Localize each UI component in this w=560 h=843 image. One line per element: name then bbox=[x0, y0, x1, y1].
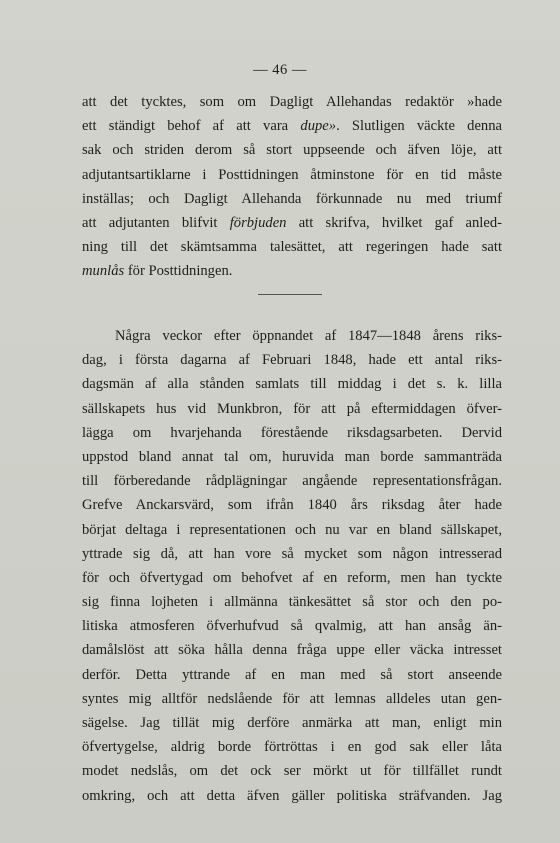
text-line: litiska atmosferen öfverhufvud så qvalmig, att han ansåg än- bbox=[82, 618, 502, 635]
text-line: derför. Detta yttrande af en man med så stort anseende bbox=[82, 666, 502, 683]
text-line: sällskapets hus vid Munkbron, för att på eftermiddagen öfver- bbox=[82, 400, 502, 417]
italic-text: förbjuden bbox=[229, 214, 287, 231]
text-run: att skrifva, hvilket gaf anled- bbox=[286, 214, 502, 231]
text-line bbox=[82, 259, 502, 283]
text-line: att det tycktes, som om Dagligt Allehandas redaktör »hade bbox=[82, 94, 502, 110]
section-divider bbox=[258, 294, 322, 295]
text-run: . Slutligen väckte denna bbox=[336, 118, 502, 135]
page-number: — 46 — bbox=[253, 62, 307, 78]
text-line: inställas; och Dagligt Allehanda förkunnade nu med triumf bbox=[82, 190, 502, 207]
text-run: att adjutanten blifvit bbox=[82, 214, 230, 231]
text-run: ett ständigt behof af att vara bbox=[82, 118, 301, 135]
text-line: börjat deltaga i representationen och nu var en bland sällskapet, bbox=[82, 521, 502, 538]
text-line: öfvertygelse, aldrig borde förtröttas i en god sak eller låta bbox=[82, 739, 502, 756]
text-line: ning till det skämtsamma talesättet, att regeringen hade satt bbox=[82, 239, 502, 256]
text-line: uppstod bland annat tal om, huruvida man borde sammanträda bbox=[82, 448, 502, 465]
paragraph-1 bbox=[82, 90, 502, 284]
text-line: sig finna lojheten i allmänna tänkesättet så stor och den po- bbox=[82, 594, 502, 611]
text-line bbox=[82, 114, 502, 138]
text-line: damålslöst att söka hålla denna fråga uppe eller väcka intresset bbox=[82, 642, 502, 659]
text-line: yttrade sig då, att han vore så mycket som någon intresserad bbox=[82, 545, 502, 562]
text-line: till förberedande rådplägningar angående representationsfrågan. bbox=[82, 473, 502, 490]
text-line: för och öfvertygad om behofvet af en reform, men han tyckte bbox=[82, 569, 502, 586]
text-line: dagsmän af alla stånden samlats till middag i det s. k. lilla bbox=[82, 376, 502, 393]
paragraph-2 bbox=[82, 324, 502, 808]
text-line: adjutantsartiklarne i Posttidningen åtminstone för en tid måste bbox=[82, 166, 502, 183]
text-line bbox=[82, 211, 502, 235]
text-line: dag, i första dagarna af Februari 1848, hade ett antal riks- bbox=[82, 352, 502, 369]
text-line: omkring, och att detta äfven gäller politiska sträfvanden. Jag bbox=[82, 787, 502, 804]
text-line: Några veckor efter öppnandet af 1847—1848 årens riks- bbox=[115, 328, 502, 344]
text-line: sägelse. Jag tillät mig derföre anmärka att man, enligt min bbox=[82, 715, 502, 731]
text-line: lägga om hvarjehanda förestående riksdagsarbeten. Dervid bbox=[82, 424, 502, 441]
text-line: sak och striden derom så stort uppseende och äfven löje, att bbox=[82, 142, 502, 159]
italic-text: munlås bbox=[82, 263, 125, 280]
text-line: syntes mig alltför nedslående för att lemnas alldeles utan gen- bbox=[82, 690, 502, 707]
italic-text: dupe» bbox=[300, 118, 337, 135]
text-line: Grefve Anckarsvärd, som ifrån 1840 års riksdag åter hade bbox=[82, 497, 502, 514]
text-run: för Posttidningen. bbox=[124, 263, 233, 280]
text-line: modet nedslås, om det ock ser mörkt ut för tillfället rundt bbox=[82, 763, 502, 780]
